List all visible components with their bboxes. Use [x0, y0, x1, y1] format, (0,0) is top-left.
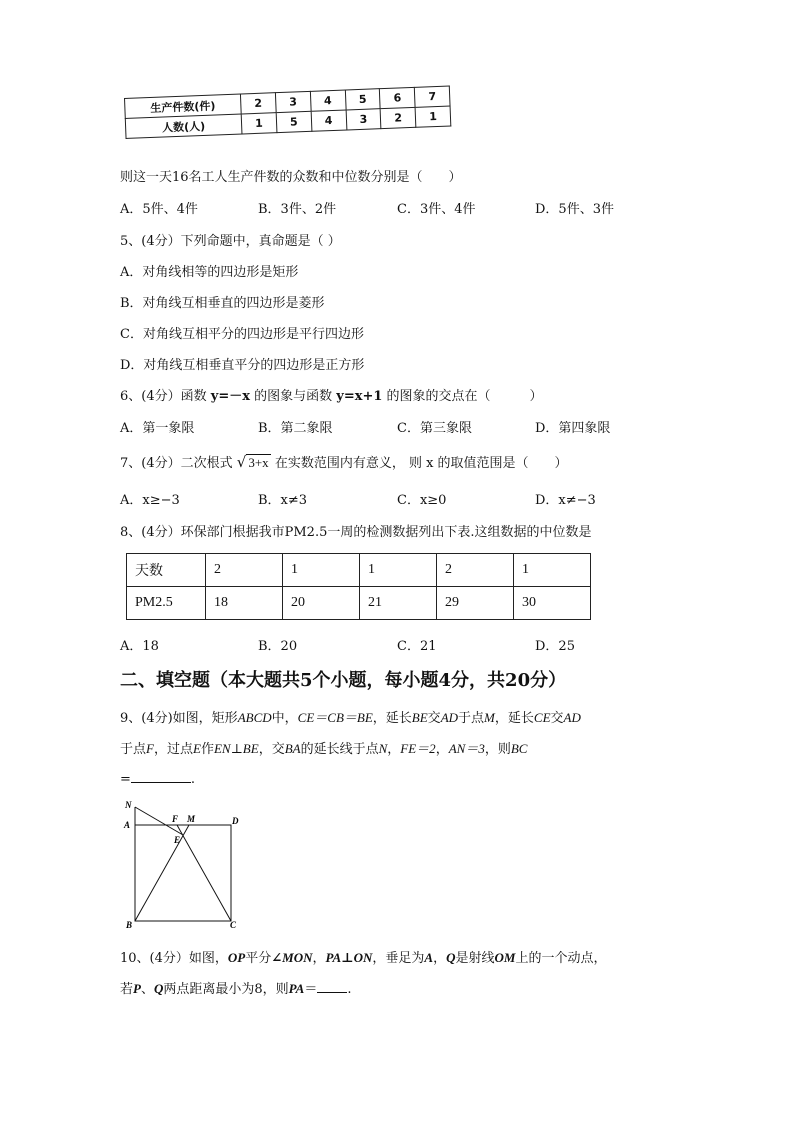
radical-sign-icon: √ [236, 453, 247, 471]
q7-radicand: 3+x [248, 455, 269, 470]
math: AD [563, 710, 581, 725]
math: M [484, 710, 495, 725]
q5-stem: 5、(4分）下列命题中，真命题是（ ） [120, 234, 341, 249]
math: PA [288, 981, 305, 996]
q7-option-c[interactable]: C．x≥0 [397, 493, 447, 508]
label-n: N [125, 800, 132, 810]
text: 的延长线于点 [300, 742, 379, 757]
math: A [424, 950, 434, 965]
math: P [133, 981, 141, 996]
label-c: C [230, 920, 237, 930]
table-cell: 30 [514, 587, 591, 620]
q7-stem-pre: 7、(4分）二次根式 [120, 456, 233, 471]
text: ，垂足为 [372, 951, 425, 966]
q4-option-b[interactable]: B．3件、2件 [258, 202, 337, 217]
segment-cf [177, 825, 231, 921]
text: ，延长 [494, 711, 534, 726]
math: N [378, 741, 388, 756]
math: BE [411, 710, 428, 725]
table-cell: 21 [360, 587, 437, 620]
table-cell: 5 [276, 111, 312, 132]
text: 于点 [120, 742, 147, 757]
q8-stem: 8、(4分）环保部门根据我市PM2.5一周的检测数据列出下表.这组数据的中位数是 [120, 525, 592, 540]
math: OP [227, 950, 246, 965]
text: 平分 [245, 951, 272, 966]
q7-stem [120, 452, 568, 471]
label-f: F [172, 814, 179, 824]
text: ， [387, 742, 401, 757]
math: BA [284, 741, 301, 756]
text: ，延长 [372, 711, 412, 726]
text: ，则 [484, 742, 511, 757]
q8-option-a[interactable]: A．18 [120, 639, 159, 654]
math: AN＝3 [448, 741, 485, 756]
text: 是射线 [455, 951, 495, 966]
q6-stem-pre: 6、(4分）函数 [120, 389, 207, 404]
text: 于点 [458, 711, 485, 726]
q9-line-3: = . [120, 772, 196, 787]
math: FE＝2 [400, 741, 436, 756]
text: ，交 [258, 742, 285, 757]
q7-option-b[interactable]: B．x≠3 [258, 493, 308, 508]
text: ，过点 [153, 742, 193, 757]
q7-option-d[interactable]: D．x≠−3 [535, 493, 596, 508]
math: BC [510, 741, 528, 756]
math: PA⊥ON [325, 950, 373, 965]
text: 9、(4分)如图，矩形 [120, 711, 238, 726]
math: EN⊥BE [213, 741, 259, 756]
q5-option-d[interactable]: D．对角线互相垂直平分的四边形是正方形 [120, 358, 365, 373]
table-cell: 29 [437, 587, 514, 620]
answer-blank[interactable] [131, 770, 191, 783]
math: ABCD [237, 710, 272, 725]
q8-option-b[interactable]: B．20 [258, 639, 298, 654]
q7-stem-post: 在实数范围内有意义， 则 x 的取值范围是（ ） [274, 456, 568, 471]
text: 若 [120, 982, 134, 997]
q6-option-a[interactable]: A．第一象限 [120, 421, 195, 436]
q4-option-d[interactable]: D．5件、3件 [535, 202, 614, 217]
q6-option-b[interactable]: B．第二象限 [258, 421, 333, 436]
q5-option-b[interactable]: B．对角线互相垂直的四边形是菱形 [120, 296, 325, 311]
table-cell: 7 [414, 86, 450, 107]
text: 作 [200, 742, 214, 757]
text: 交 [427, 711, 441, 726]
text: 交 [550, 711, 564, 726]
label-b: B [126, 920, 133, 930]
q9-figure [120, 798, 248, 930]
math: OM [494, 950, 516, 965]
q6-stem-post: 的图象的交点在（ ） [386, 389, 543, 404]
math: E [192, 741, 201, 756]
math: F [146, 741, 154, 756]
table-cell: 2 [380, 107, 416, 128]
q8-option-d[interactable]: D．25 [535, 639, 575, 654]
text: ， [435, 742, 449, 757]
q4-option-a[interactable]: A．5件、4件 [120, 202, 198, 217]
text: 两点距离最小为8，则 [163, 982, 289, 997]
q9-line-1 [120, 707, 581, 726]
table-header-cell: 天数 [127, 554, 206, 587]
label-e: E [174, 835, 181, 845]
table-cell: 4 [311, 110, 347, 131]
q4-option-c[interactable]: C．3件、4件 [397, 202, 476, 217]
text: = [120, 772, 131, 787]
production-table [124, 85, 452, 147]
math: AD [440, 710, 459, 725]
label-a: A [124, 820, 131, 830]
table-cell: 20 [283, 587, 360, 620]
segment-bm [135, 825, 189, 921]
q10-line-2: 若P、Q两点距离最小为8，则PA＝ . [120, 981, 352, 997]
q5-option-c[interactable]: C．对角线互相平分的四边形是平行四边形 [120, 327, 364, 342]
table-cell: 4 [310, 90, 346, 111]
math: CE [533, 710, 551, 725]
table-header-cell: PM2.5 [127, 587, 206, 620]
table-cell: 3 [275, 91, 311, 112]
text: ＝ [304, 982, 318, 997]
q6-function-2: y=x+1 [336, 389, 383, 404]
q4-stem: 则这一天16名工人生产件数的众数和中位数分别是（ ） [120, 170, 462, 185]
section-heading: 二、填空题（本大题共5个小题，每小题4分，共20分） [120, 670, 567, 691]
table-cell: 1 [283, 554, 360, 587]
q6-function-1: y=－x [210, 389, 250, 404]
q7-option-a[interactable]: A．x≥−3 [120, 493, 180, 508]
table-cell: 18 [206, 587, 283, 620]
table-cell: 3 [346, 109, 382, 130]
q5-option-a[interactable]: A．对角线相等的四边形是矩形 [120, 265, 299, 280]
q6-stem [120, 385, 543, 404]
math: CE＝CB＝BE [297, 710, 373, 725]
q9-line-2 [120, 738, 527, 757]
text: 上的一个动点， [515, 951, 607, 966]
text: ， [312, 951, 326, 966]
label-m: M [187, 814, 196, 824]
pm25-table [126, 553, 591, 620]
table-cell: 1 [360, 554, 437, 587]
answer-blank[interactable] [317, 980, 347, 993]
math: Q [153, 981, 164, 996]
table-header-cell: 生产件数(件) [125, 94, 242, 118]
q10-line-1 [120, 947, 606, 966]
table-cell: 2 [206, 554, 283, 587]
table-cell: 1 [241, 113, 277, 134]
q8-option-c[interactable]: C．21 [397, 639, 437, 654]
table-cell: 6 [380, 87, 416, 108]
text: 中， [271, 711, 298, 726]
table-header-cell: 人数(人) [125, 114, 242, 138]
table-cell: 2 [240, 93, 276, 114]
q6-option-d[interactable]: D．第四象限 [535, 421, 611, 436]
table-cell: 5 [345, 89, 381, 110]
text: 、 [140, 982, 154, 997]
text: ， [433, 951, 447, 966]
q6-stem-mid: 的图象与函数 [254, 389, 333, 404]
rectangle-abcd [135, 825, 231, 921]
text: 10、(4分）如图， [120, 951, 228, 966]
math: ∠MON [271, 950, 313, 965]
table-cell: 1 [415, 106, 451, 127]
math: Q [446, 950, 456, 965]
label-d: D [232, 816, 239, 826]
q6-option-c[interactable]: C．第三象限 [397, 421, 472, 436]
table-cell: 1 [514, 554, 591, 587]
table-cell: 2 [437, 554, 514, 587]
